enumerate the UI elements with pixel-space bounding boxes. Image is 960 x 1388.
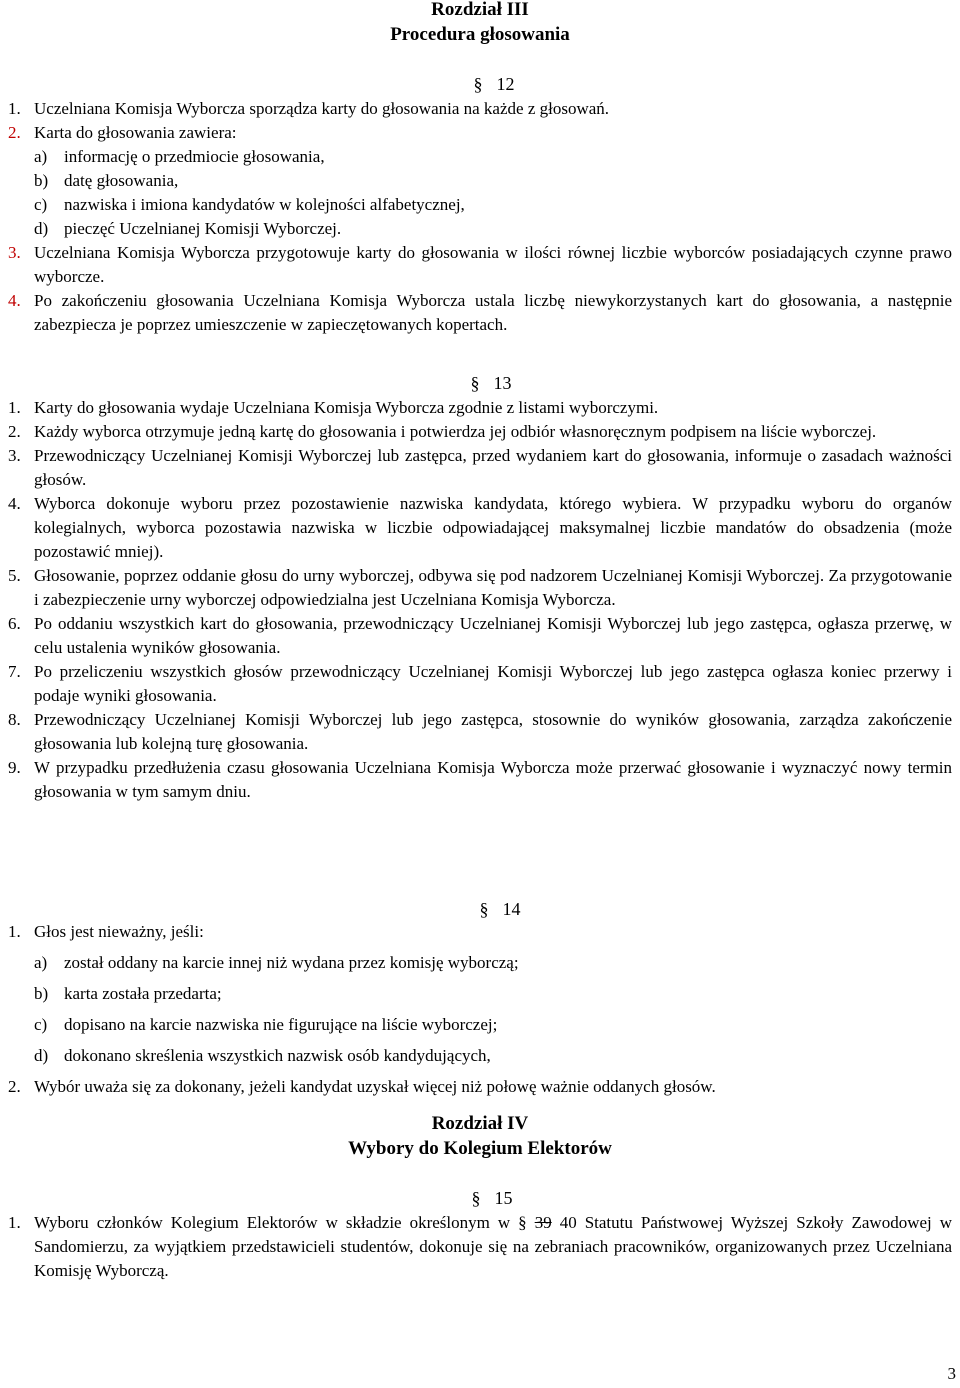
sub-item [8,193,952,217]
item-number: 2. [8,123,21,142]
list-item [8,241,952,289]
item-number: 8. [8,710,21,729]
item-text-part: Wyboru członków Kolegium Elektorów w składzie określonym w [34,1213,511,1232]
chapter-subtitle: Procedura głosowania [390,24,570,45]
item-text: Uczelniana Komisja Wyborcza przygotowuje karty do głosowania w ilości równej liczbie wyborców posiadających czynne prawo wyborcze. [34,243,952,286]
sub-item [8,1044,952,1068]
section-symbol: § [479,899,489,919]
section-symbol: § [470,373,480,393]
section-15-heading [0,1186,960,1210]
item-number: 6. [8,614,21,633]
section-number: 14 [502,899,521,919]
item-number: 4. [8,494,21,513]
sub-item [8,951,952,975]
sub-letter: c) [34,1015,48,1034]
item-number: 1. [8,398,21,417]
section-symbol: § [518,1213,527,1232]
sub-letter: a) [34,953,48,972]
item-text: Każdy wyborca otrzymuje jedną kartę do głosowania i potwierdza jej odbiór własnoręcznym podpisem na liście wyborczej. [34,422,877,441]
section-14-body [8,920,952,1099]
item-number: 3. [8,243,21,262]
list-item [8,444,952,492]
section-number: 15 [494,1188,513,1208]
chapter-heading [0,1111,960,1161]
item-text: Uczelniana Komisja Wyborcza sporządza karty do głosowania na każde z głosowań. [34,99,610,118]
section-number: 12 [496,74,515,94]
sub-text: został oddany na karcie innej niż wydana przez komisję wyborczą; [64,953,519,972]
item-number: 7. [8,662,21,681]
struck-number: 39 [534,1213,552,1232]
list-item [8,612,952,660]
item-number: 4. [8,291,21,310]
item-text: Po oddaniu wszystkich kart do głosowania, przewodniczący Uczelnianej Komisji Wyborczej lub jego zastępca, ogłasza przerwę, w celu ustalenia wyników głosowania. [34,614,952,657]
item-text-part: 40 Statutu Państwowej Wyższej Szkoły Zawodowej w Sandomierzu, za wyjątkiem przedstawicieli studentów, dokonuje się na zebraniach pracowników, organizowanych przez Uczelniana Komisję Wyborczą. [34,1213,953,1280]
section-symbol: § [473,74,483,94]
item-text: Po zakończeniu głosowania Uczelniana Komisja Wyborcza ustala liczbę niewykorzystanych kart do głosowania, a następnie zabezpiecza je poprzez umieszczenie w zapieczętowanych kopertach. [34,291,952,334]
sub-letter: a) [34,147,48,166]
sub-text: informację o przedmiocie głosowania, [64,147,325,166]
item-text: Głos jest nieważny, jeśli: [34,922,204,941]
item-number: 1. [8,922,21,941]
item-number: 1. [8,99,21,118]
item-text: Przewodniczący Uczelnianej Komisji Wyborczej lub zastępca, przed wydaniem kart do głosowania, informuje o zasadach ważności głosów. [34,446,952,489]
chapter-subtitle: Wybory do Kolegium Elektorów [348,1138,612,1159]
chapter-title: Rozdział III [431,0,529,20]
sub-item [8,217,952,241]
sub-letter: d) [34,1046,49,1065]
sub-text: pieczęć Uczelnianej Komisji Wyborczej. [64,219,342,238]
list-item [8,564,952,612]
sub-letter: b) [34,171,49,190]
page-number: 3 [947,1364,956,1383]
list-item [8,1075,952,1099]
item-text: Karty do głosowania wydaje Uczelniana Komisja Wyborcza zgodnie z listami wyborczymi. [34,398,659,417]
item-number: 3. [8,446,21,465]
item-text: Po przeliczeniu wszystkich głosów przewodniczący Uczelnianej Komisji Wyborczej lub jego zastępca ogłasza koniec przerwy i podaje wyniki głosowania. [34,662,952,705]
chapter-heading [0,0,960,47]
sub-item [8,982,952,1006]
list-item [8,1211,952,1283]
section-12-heading [0,72,960,96]
list-item [8,920,952,944]
section-15-body [8,1211,952,1283]
list-item [8,396,952,420]
item-text: Wybór uważa się za dokonany, jeżeli kandydat uzyskał więcej niż połowę ważnie oddanych głosów. [34,1077,716,1096]
item-number: 9. [8,758,21,777]
item-text: Przewodniczący Uczelnianej Komisji Wyborczej lub jego zastępca, stosownie do wyników głosowania, zarządza zakończenie głosowania lub kolejną turę głosowania. [34,710,952,753]
sub-text: karta została przedarta; [64,984,222,1003]
sub-text: datę głosowania, [64,171,179,190]
sub-letter: c) [34,195,48,214]
list-item [8,420,952,444]
section-number: 13 [493,373,512,393]
sub-item [8,145,952,169]
item-number: 2. [8,422,21,441]
item-text [34,1211,952,1283]
item-number: 2. [8,1077,21,1096]
item-number: 5. [8,566,21,585]
sub-letter: b) [34,984,49,1003]
list-item [8,708,952,756]
item-text: W przypadku przedłużenia czasu głosowania Uczelniana Komisja Wyborcza może przerwać głosowanie i wyznaczyć nowy termin głosowania w tym samym dniu. [34,758,952,801]
sub-letter: d) [34,219,49,238]
list-item [8,289,952,337]
sub-text: nazwiska i imiona kandydatów w kolejności alfabetycznej, [64,195,465,214]
sub-item [8,169,952,193]
item-number: 1. [8,1213,21,1232]
section-13-body [8,396,952,804]
section-13-heading [0,371,960,395]
sub-text: dokonano skreślenia wszystkich nazwisk osób kandydujących, [64,1046,491,1065]
section-12-body [8,97,952,337]
sub-item [8,1013,952,1037]
list-item [8,660,952,708]
item-text: Wyborca dokonuje wyboru przez pozostawienie nazwiska kandydata, którego wybiera. W przypadku wyboru do organów kolegialnych, wyborca pozostawia nazwiska w liczbie odpowiadającej maksymalnej liczbie mandatów do obsadzenia (może pozostawić mniej). [34,494,952,561]
chapter-title: Rozdział IV [431,1113,529,1134]
list-item [8,121,952,145]
item-text: Karta do głosowania zawiera: [34,123,237,142]
list-item [8,97,952,121]
sub-text: dopisano na karcie nazwiska nie figurujące na liście wyborczej; [64,1015,498,1034]
list-item [8,756,952,804]
section-14-heading [0,897,960,921]
list-item [8,492,952,564]
item-text: Głosowanie, poprzez oddanie głosu do urny wyborczej, odbywa się pod nadzorem Uczelnianej Komisji Wyborczej. Za przygotowanie i zabezpieczenie urny wyborczej odpowiedzialna jest Uczelniana Komisja Wyborcza. [34,566,952,609]
section-symbol: § [471,1188,481,1208]
